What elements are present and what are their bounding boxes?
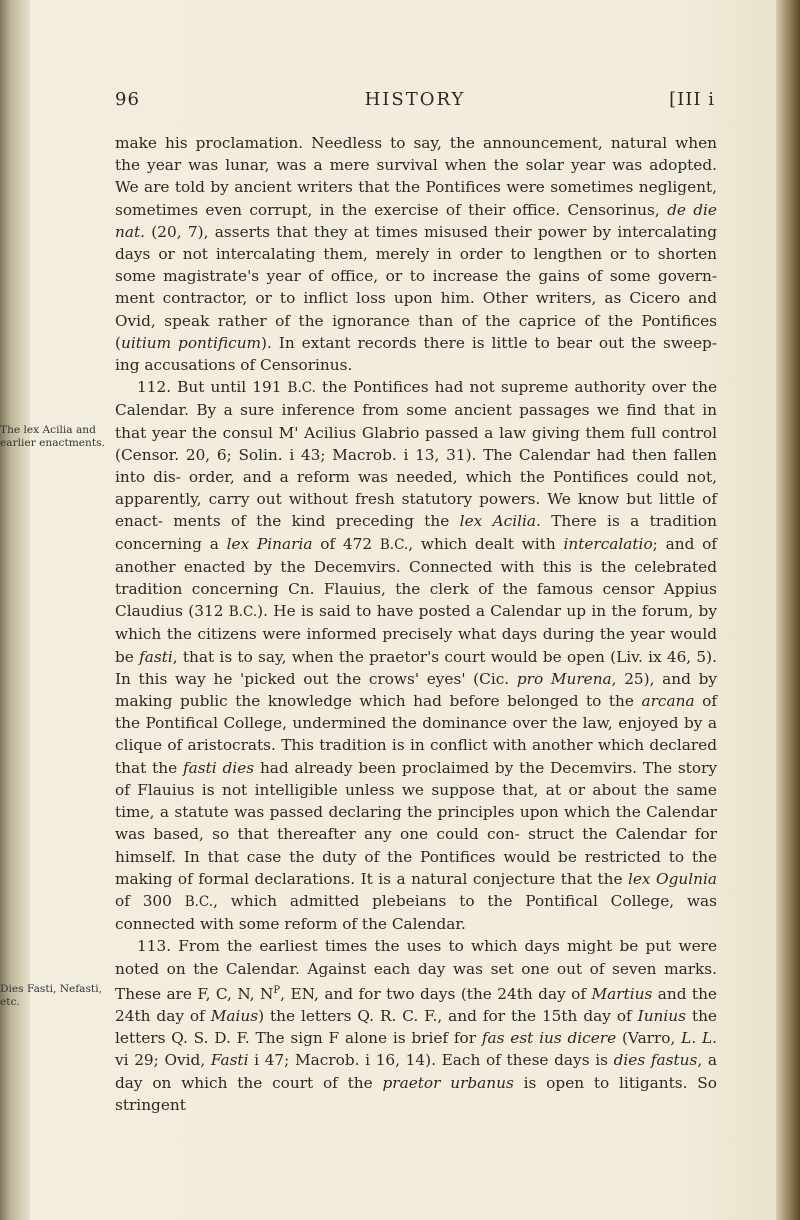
- section-marker: [III i: [669, 89, 715, 110]
- page-header: [115, 89, 715, 119]
- paragraph-113: Dies Fasti, Nefasti, etc. 113. From the earliest times the uses to which days might be put were noted on the Calendar. Against each day was set one out of seven marks. These are F, C, N, $N^P$, EN, and for two days (the 24th day of Martius and the 24th day of Maius) the letters Q. R. C. F., and for the 15th day of Iunius the letters Q. S. D. F. The sign F alone is brief for fas est ius dicere (Varro, L. L. vi 29; Ovid, Fasti i 47; Macrob. i 16, 14). Each of these days is dies fastus, a day on which the court of the praetor urbanus is open to litigants. So stringent: [0, 937, 717, 1114]
- section-number-112: 112.: [137, 378, 172, 397]
- page-edge: [776, 0, 800, 1220]
- paragraph-112: The lex Acilia and earlier enactments. 112. But until 191 B.C. the Pontifices had not supreme authority over the Calendar. By a sure inference from some ancient passages we find that in that year the consul M' Acilius Glabrio passed a law giving them full control (Censor. 20, 6; Solin. i 43; Macrob. i 13, 31). The Calendar had then fallen into dis- order, and a reform was needed, which the Pontifices could not, apparently, carry out without fresh statutory powers. We know but little of enact- ments of the kind preceding the lex Acilia. There is a tradition concerning a lex Pinaria of 472 B.C., which dealt with intercalatio; and of another enacted by the Decemvirs. Connected with this is the celebrated tradition concerning Cn. Flauius, the clerk of the famous censor Appius Claudius (312 B.C.). He is said to have posted a Calendar up in the forum, by which the citizens were informed precisely what days during the year would be fasti, that is to say, when the praetor's court would be open (Liv. ix 46, 5). In this way he 'picked out the crows' eyes' (Cic. pro Murena, 25), and by making public the knowledge which had before belonged to the arcana of the Pontifical College, undermined the dominance over the law, enjoyed by a clique of aristocrats. This tradition is in conflict with another which declared that the fasti dies had already been proclaimed by the Decemvirs. The story of Flauius is not intelligible unless we suppose that, at or about the same time, a statute was passed declaring the principles upon which the Calendar was based, so that thereafter any one could con- struct the Calendar for himself. In that case the duty of the Pontifices would be restricted to the making of formal declarations. It is a natural conjecture that the lex Ogulnia of 300 B.C., which admitted plebeians to the Pontifical College, was connected with some reform of the Calendar.: [0, 378, 718, 934]
- paragraph-continuation: make his proclamation. Needless to say, the announcement, natural when the year was lunar, was a mere survival when the solar year was adopted. We are told by ancient writers that the Pontifices were sometimes negligent, sometimes even corrupt, in the exercise of their office. Censorinus, de die nat. (20, 7), asserts that they at times misused their power by intercalating days or not intercalating them, merely in order to lengthen or to shorten some magistrate's year of office, or to increase the gains of some govern- ment contractor, or to inflict loss upon him. Other writers, as Cicero and Ovid, speak rather of the ignorance than of the caprice of the Pontifices (uitium pontificum). In extant records there is little to bear out the sweep- ing accusations of Censorinus.: [115, 134, 717, 375]
- section-number-113: 113.: [137, 937, 172, 956]
- book-spine-shadow: [0, 0, 30, 1220]
- sidenote-dies-fasti: Dies Fasti, Nefasti, etc.: [0, 983, 102, 1009]
- running-title: HISTORY: [364, 89, 466, 110]
- page-number: 96: [115, 89, 140, 110]
- page-body: [0, 132, 718, 1116]
- sidenote-lex-acilia: The lex Acilia and earlier enactments.: [0, 424, 105, 450]
